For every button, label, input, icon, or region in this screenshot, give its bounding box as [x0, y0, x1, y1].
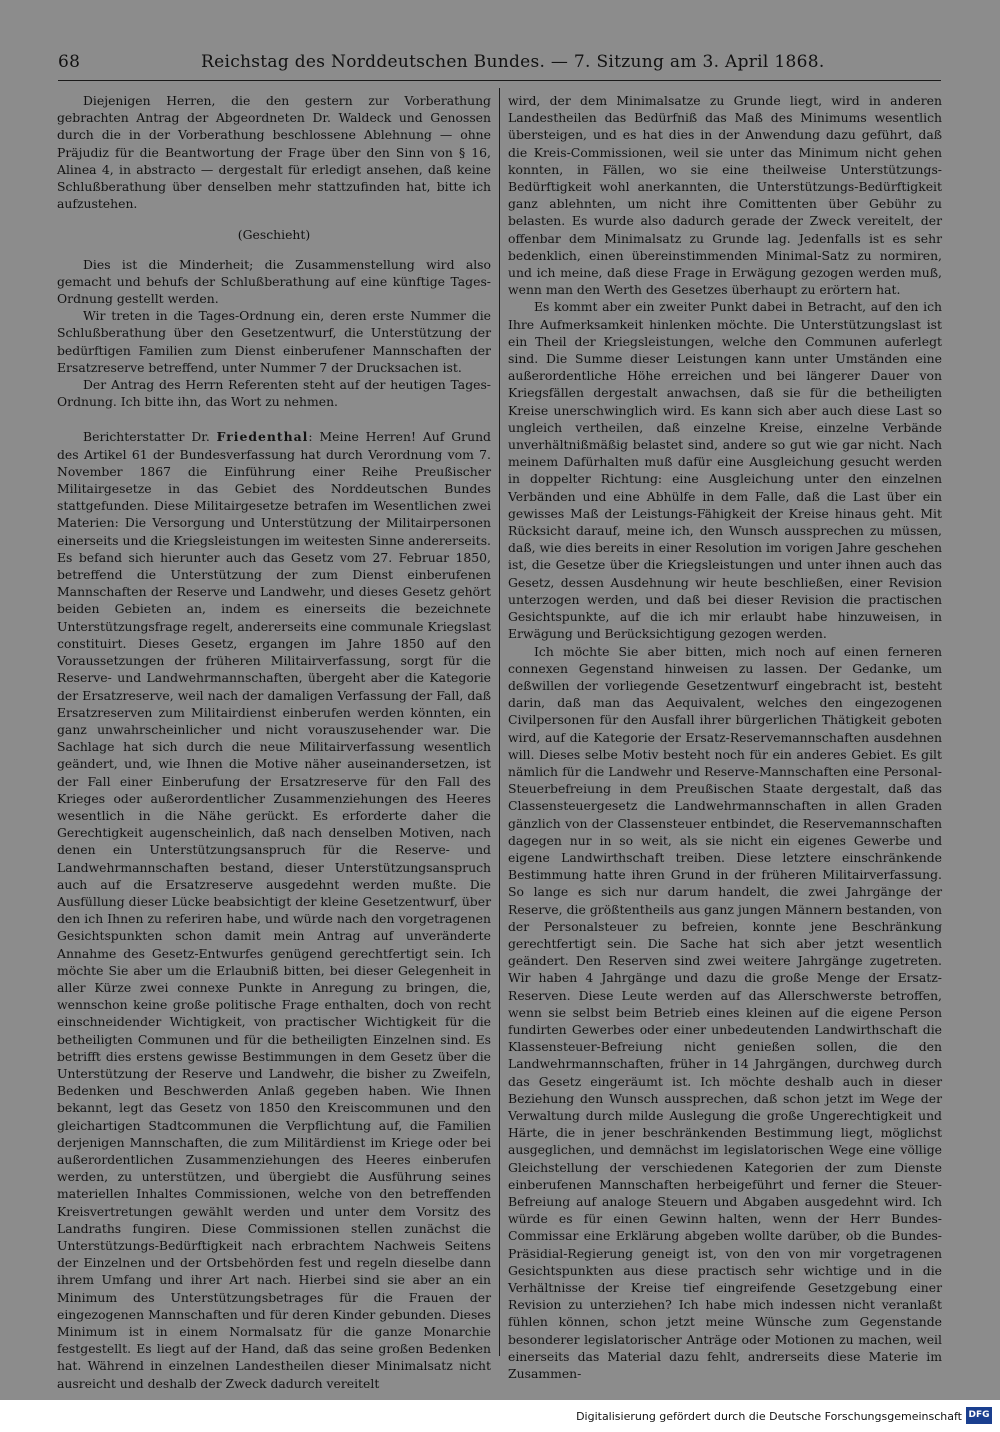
paragraph: Der Antrag des Herrn Referenten steht auf der heutigen Tages-Ordnung. Ich bitte ihn, das Wort zu nehmen. — [57, 377, 491, 410]
speech-text: : Meine Herren! Auf Grund des Artikel 61 der Bundesverfassung hat durch Verordnung vom 7. November 1867 die Einführung einer Reihe Preußischer Militairgesetze in das Gebiet des Norddeutschen Bundes stattgefunden. Diese Militairgesetze betrafen im Wesentlichen zwei Materien: Die Versorgung und Unterstützung der Militairpersonen einerseits und die Kriegsleistungen im weitesten Sinne andererseits. Es befand sich hierunter auch das Gesetz vom 27. Februar 1850, betreffend die Unterstützung der zum Dienst einberufenen Mannschaften der Reserve und Landwehr, und dieses Gesetz gehört beiden Gebieten an, indem es einerseits die bezeichnete Unterstützungsfrage regelt, andererseits eine communale Kriegslast constituirt. Dieses Gesetz, ergangen im Jahre 1850 auf den Voraussetzungen der früheren Militairverfassung, sorgt für die Reserve- und Landwehrmannschaften, übergeht aber die Kategorie der Ersatzreserve, weil nach der damaligen Verfassung der Fall, daß Ersatzreserven zum Militairdienst einberufen werden könnten, ein ganz unwahrscheinlicher und nicht vorauszusehender war. Die Sachlage hat sich durch die neue Militairverfassung wesentlich geändert, und, wie Ihnen die Motive näher auseinandersetzen, ist der Fall einer Einberufung der Ersatzreserve für den Fall des Krieges oder außerordentlicher Zusammenziehungen des Heeres wesentlich in die Nähe gerückt. Es erforderte daher die Gerechtigkeit augenscheinlich, daß nach denselben Motiven, nach denen ein Unterstützungsanspruch für die Reserve- und Landwehrmannschaften bestand, dieser Unterstützungsanspruch auch auf die Ersatzreserve ausgedehnt werden mußte. Die Ausfüllung dieser Lücke beabsichtigt der kleine Gesetzentwurf, über den ich Ihnen zu referiren habe, und würde nach den vorgetragenen Gesichtspunkten schon damit mein Antrag auf unveränderte Annahme des Gesetz-Entwurfes genügend gerechtfertigt sein. Ich möchte Sie aber um die Erlaubniß bitten, bei dieser Gelegenheit in aller Kürze zwei connexe Punkte in Anregung zu bringen, die, wennschon keine große politische Frage enthalten, doch von recht einschneidender Wichtigkeit, von practischer Wichtigkeit für die betheiligten Communen und für die betheiligten Einzelnen sind. Es betrifft dies erstens gewisse Bestimmungen in dem Gesetz über die Unterstützung der Reserve und Landwehr, die bisher zu Zweifeln, Bedenken und Beschwerden Anlaß gegeben haben. Wie Ihnen bekannt, legt das Gesetz von 1850 den Kreiscommunen und den gleichartigen Stadtcommunen die Verpflichtung auf, die Familien derjenigen Mannschaften, die zum Militärdienst im Kriege oder bei außerordentlichen Zusammenziehungen des Heeres einberufen werden, zu unterstützen, und übergiebt die Ausführung seines materiellen Inhaltes Commissionen, welche von den betreffenden Kreisvertretungen gewählt werden und unter dem Vorsitz des Landraths fungiren. Diese Commissionen stellen zunächst die Unterstützungs-Bedürftigkeit nach erbrachtem Nachweis Seitens der Einzelnen und der Ortsbehörden fest und regeln dieselbe dann ihrem Umfang und ihrer Art nach. Hierbei sind sie aber an ein Minimum des Unterstützungsbetrages für die Frauen der eingezogenen Mannschaften und für deren Kinder gebunden. Dieses Minimum ist in einem Normalsatz für die ganze Monarchie festgestellt. Es liegt auf der Hand, daß das seine großen Bedenken hat. Während in einzelnen Landestheilen dieser Minimalsatz nicht ausreicht und deshalb der Zweck dadurch vereitelt — [57, 429, 491, 1391]
funding-credit: Digitalisierung gefördert durch die Deutsche Forschungsgemeinschaft — [576, 1410, 962, 1423]
digitization-footer — [0, 1400, 1000, 1432]
paragraph: Ich möchte Sie aber bitten, mich noch auf einen ferneren connexen Gegenstand hinweisen zu lassen. Der Gedanke, um deßwillen der vorliegende Gesetzentwurf eingebracht ist, besteht darin, daß man das Aequivalent, welches den eingezogenen Civilpersonen für den Ausfall ihrer bürgerlichen Thätigkeit geboten wird, auf die Kategorie der Ersatz-Reservemannschaften ausdehnen will. Dieses selbe Motiv besteht noch für ein anderes Gebiet. Es gilt nämlich für die Landwehr und Reserve-Mannschaften eine Personal-Steuerbefreiung in dem Preußischen Staate dergestalt, daß das Classensteuergesetz die Landwehrmannschaften in allen Graden gänzlich von der Classensteuer entbindet, die Reservemannschaften dagegen nur in so weit, als sie nicht ein eigenes Gewerbe und eigene Landwirthschaft treiben. Diese letztere einschränkende Bestimmung hatte ihren Grund in der früheren Militairverfassung. So lange es sich nur darum handelt, die zwei Jahrgänge der Reserve, die größtentheils aus ganz jungen Männern bestanden, von der Personalsteuer zu befreien, konnte jene Beschränkung gerechtfertigt sein. Die Sache hat sich aber jetzt wesentlich geändert. Den Reserven sind zwei weitere Jahrgänge zugetreten. Wir haben 4 Jahrgänge und dazu die große Menge der Ersatz-Reserven. Diese Leute werden auf das Allerschwerste betroffen, wenn sie selbst beim Betrieb eines kleinen auf die eigene Person fundirten Gewerbes oder einer unbedeutenden Landwirthschaft die Klassensteuer-Befreiung nicht genießen sollen, die den Landwehrmannschaften, früher in 14 Jahrgängen, durchweg durch das Gesetz eingeräumt ist. Ich möchte deshalb auch in dieser Beziehung den Wunsch aussprechen, daß schon jetzt im Wege der Verwaltung durch milde Auslegung die große Ungerechtigkeit und Härte, die in jener beschränkenden Bestimmung liegt, möglichst ausgeglichen, und demnächst im legislatorischen Wege eine völlige Gleichstellung der verschiedenen Kategorien der zum Dienste einberufenen Mannschaften herbeigeführt und ferner die Steuer-Befreiung auf analoge Steuern und Abgaben ausgedehnt wird. Ich würde es für einen Gewinn halten, wenn der Herr Bundes-Commissar eine Erklärung abgeben wollte darüber, ob die Bundes-Präsidial-Regierung geneigt ist, von den von mir vorgetragenen Gesichtspunkten aus diese practisch sehr wichtige und in die Verhältnisse der Kreise tief eingreifende Gesetzgebung einer Revision zu unterziehen? Ich habe mich indessen nicht veranlaßt fühlen können, schon jetzt meine Wünsche zum Gegenstande besonderer legislatorischer Anträge oder Motionen zu machen, weil einerseits das Material dazu fehlt, andrerseits diese Materie im Zusammen- — [508, 643, 942, 1382]
right-column — [508, 92, 942, 1382]
column-divider — [499, 88, 500, 1356]
paragraph: Wir treten in die Tages-Ordnung ein, deren erste Nummer die Schlußberathung über den Gesetzentwurf, die Unterstützung der bedürftigen Familien zum Dienst einberufener Mannschaften der Ersatzreserve betreffend, unter Nummer 7 der Drucksachen ist. — [57, 308, 491, 375]
left-column — [57, 92, 491, 1392]
dfg-logo: DFG — [966, 1407, 992, 1424]
procedural-note: (Geschieht) — [237, 227, 311, 243]
paragraph: Diejenigen Herren, die den gestern zur Vorberathung gebrachten Antrag der Abgeordneten Dr. Waldeck und Genossen durch die in der Vorberathung beschlossene Ablehnung — ohne Präjudiz für die Beantwortung der Frage über den Sinn von § 16, Alinea 4, in abstracto — dergestalt für erledigt ansehen, daß keine Schlußberathung über denselben mehr stattzufinden hat, bitte ich aufzustehen. — [57, 93, 491, 212]
paragraph: Es kommt aber ein zweiter Punkt dabei in Betracht, auf den ich Ihre Aufmerksamkeit hinlenken möchte. Die Unterstützungslast ist ein Theil der Kriegsleistungen, welche den Communen auferlegt sind. Die Summe dieser Leistungen kann unter Umständen eine außerordentliche Höhe erreichen und bei längerer Dauer von Kriegsfällen dergestalt anwachsen, daß sie für die betheiligten Kreise unerschwinglich wird. Es kann sich aber auch diese Last so ungleich vertheilen, daß einzelne Kreise, einzelne Verbände unverhältnißmäßig belastet sind, andere so gut wie gar nicht. Nach meinem Dafürhalten muß dafür eine Ausgleichung gesucht werden in doppelter Richtung: eine Ausgleichung unter den einzelnen Verbänden und eine Abhülfe in dem Falle, daß die Last über ein gewisses Maß der Leistungs-Fähigkeit der Kreise hinaus geht. Mit Rücksicht darauf, meine ich, den Wunsch aussprechen zu müssen, daß, wie dies bereits in einer Resolution im vorigen Jahre geschehen ist, die Gesetze über die Kriegsleistungen und unter ihnen auch das Gesetz, dessen Ausdehnung wir heute beschließen, einer Revision unterzogen werden, und daß bei dieser Revision die practischen Gesichtspunkte, auf die ich mir erlaubt habe hinzuweisen, in Erwägung und Berücksichtigung gezogen werden. — [508, 299, 942, 642]
header-rule — [58, 80, 941, 81]
speaker-intro: Berichterstatter Dr. — [83, 429, 210, 445]
paragraph: wird, der dem Minimalsatze zu Grunde liegt, wird in anderen Landestheilen das Bedürfniß das Maß des Minimums wesentlich übersteigen, und es hat dies in der Anwendung dazu geführt, daß die Kreis-Commissionen, weil sie unter das Minimum nicht gehen konnten, in Fällen, wo sie eine theilweise Unterstützungs-Bedürftigkeit wohl anerkannten, die Unterstützungs-Bedürftigkeit ganz ablehnten, um nicht ihre Comittenten über Gebühr zu belasten. Es wurde also dadurch gerade der Zweck vereitelt, der offenbar dem Minimalsatz zu Grunde lag. Jedenfalls ist es sehr bedenklich, einen übereinstimmenden Minimal-Satz zu normiren, und ich meine, daß diese Frage in Erwägung gezogen werden muß, wenn man den Werth des Gesetzes überhaupt zu erörtern hat. — [508, 93, 942, 298]
running-header — [58, 46, 941, 76]
speech-paragraph — [57, 428, 491, 1391]
running-title: Reichstag des Norddeutschen Bundes. — 7. Sitzung am 3. April 1868. — [201, 52, 825, 72]
speaker-name: Friedenthal — [216, 429, 309, 445]
page-number: 68 — [58, 52, 81, 72]
paragraph: Dies ist die Minderheit; die Zusammenstellung wird also gemacht und behufs der Schlußberathung auf eine künftige Tages-Ordnung gestellt werden. — [57, 256, 491, 307]
